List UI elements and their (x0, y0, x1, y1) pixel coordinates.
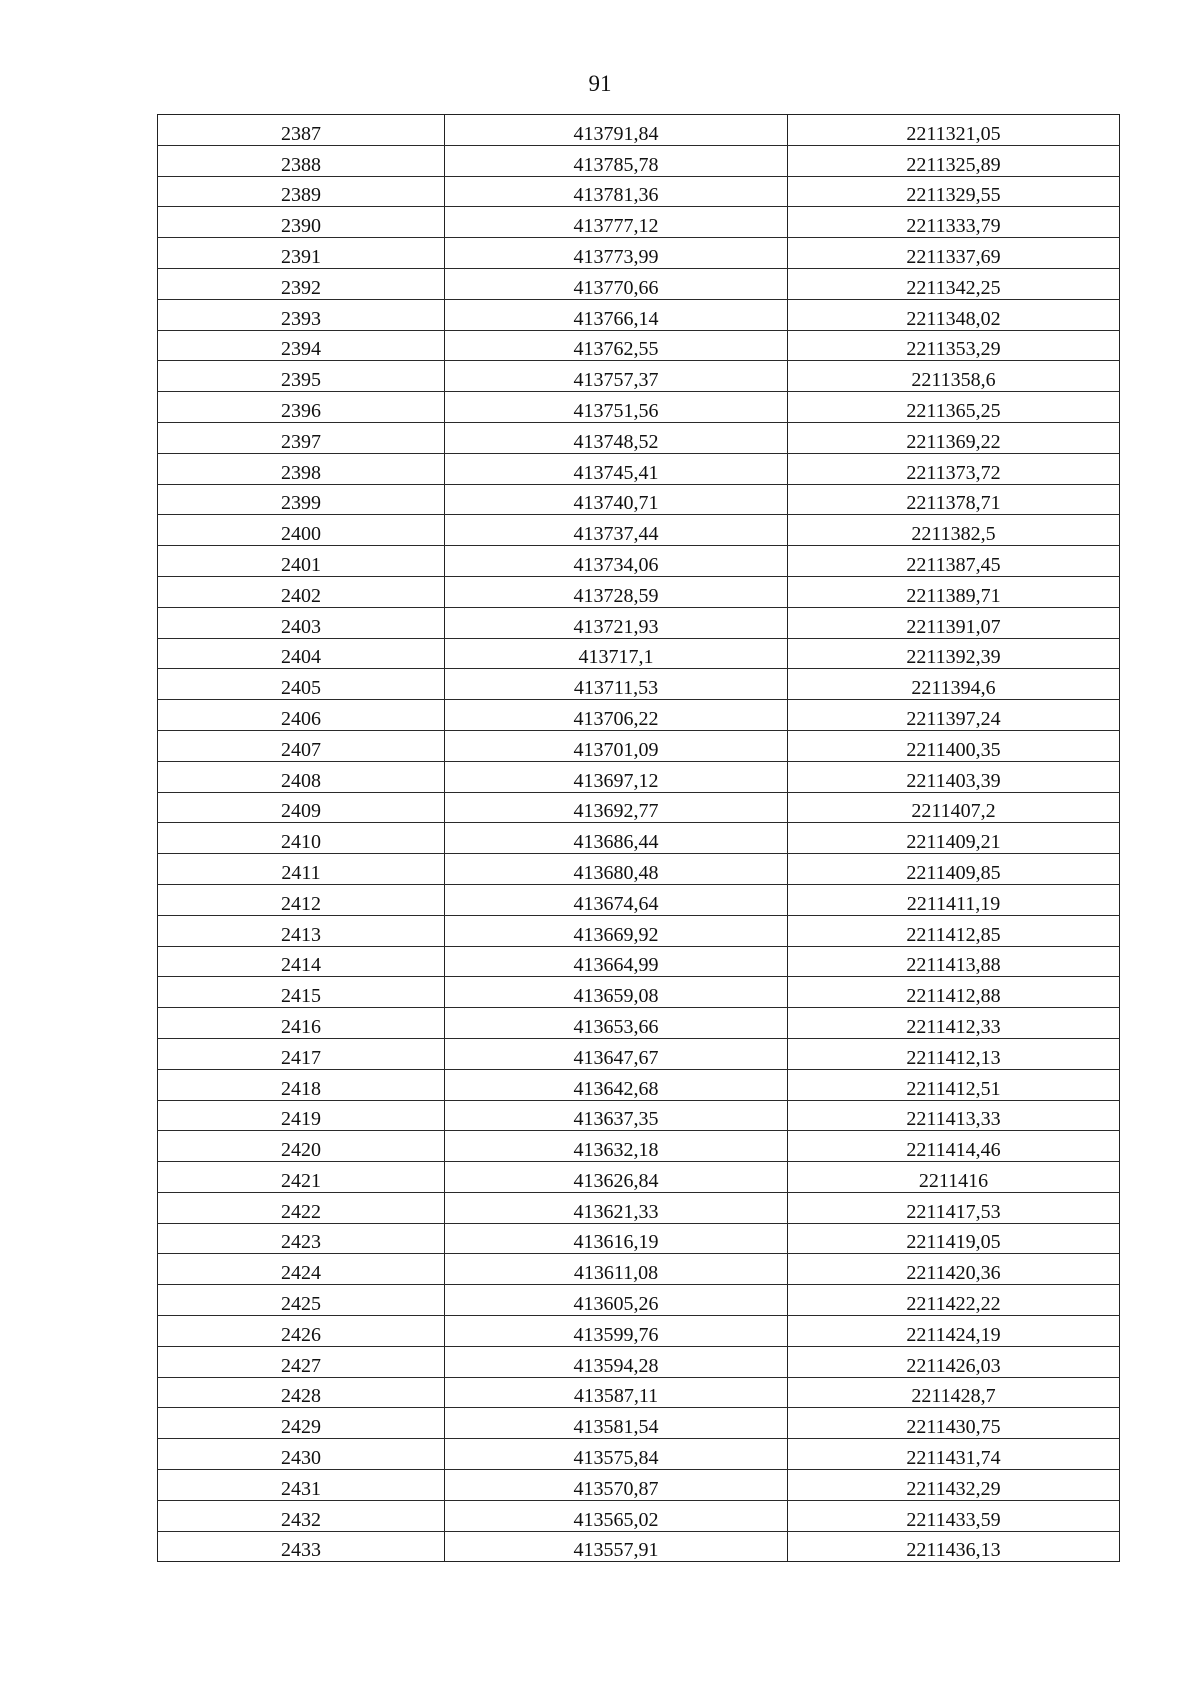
point-number-cell: 2425 (158, 1285, 445, 1316)
y-coordinate-cell: 2211426,03 (788, 1346, 1120, 1377)
x-coordinate-cell: 413616,19 (445, 1223, 788, 1254)
x-coordinate-cell: 413762,55 (445, 330, 788, 361)
point-number-cell: 2429 (158, 1408, 445, 1439)
x-coordinate-cell: 413740,71 (445, 484, 788, 515)
y-coordinate-cell: 2211416 (788, 1162, 1120, 1193)
table-row (158, 1100, 1120, 1131)
point-number-cell: 2404 (158, 638, 445, 669)
x-coordinate-cell: 413653,66 (445, 1008, 788, 1039)
x-coordinate-cell: 413669,92 (445, 915, 788, 946)
y-coordinate-cell: 2211412,51 (788, 1069, 1120, 1100)
point-number-cell: 2392 (158, 268, 445, 299)
point-number-cell: 2398 (158, 453, 445, 484)
y-coordinate-cell: 2211392,39 (788, 638, 1120, 669)
y-coordinate-cell: 2211397,24 (788, 700, 1120, 731)
y-coordinate-cell: 2211353,29 (788, 330, 1120, 361)
x-coordinate-cell: 413626,84 (445, 1162, 788, 1193)
y-coordinate-cell: 2211412,85 (788, 915, 1120, 946)
point-number-cell: 2389 (158, 176, 445, 207)
point-number-cell: 2427 (158, 1346, 445, 1377)
table-row (158, 361, 1120, 392)
x-coordinate-cell: 413791,84 (445, 115, 788, 146)
y-coordinate-cell: 2211369,22 (788, 422, 1120, 453)
x-coordinate-cell: 413717,1 (445, 638, 788, 669)
y-coordinate-cell: 2211436,13 (788, 1531, 1120, 1562)
x-coordinate-cell: 413565,02 (445, 1500, 788, 1531)
table-row (158, 977, 1120, 1008)
table-row (158, 1500, 1120, 1531)
table-row (158, 453, 1120, 484)
y-coordinate-cell: 2211417,53 (788, 1192, 1120, 1223)
point-number-cell: 2417 (158, 1038, 445, 1069)
x-coordinate-cell: 413575,84 (445, 1439, 788, 1470)
x-coordinate-cell: 413777,12 (445, 207, 788, 238)
y-coordinate-cell: 2211412,33 (788, 1008, 1120, 1039)
point-number-cell: 2400 (158, 515, 445, 546)
table-row (158, 1377, 1120, 1408)
y-coordinate-cell: 2211342,25 (788, 268, 1120, 299)
table-row (158, 792, 1120, 823)
point-number-cell: 2390 (158, 207, 445, 238)
point-number-cell: 2399 (158, 484, 445, 515)
x-coordinate-cell: 413632,18 (445, 1131, 788, 1162)
table-row (158, 299, 1120, 330)
y-coordinate-cell: 2211413,33 (788, 1100, 1120, 1131)
point-number-cell: 2397 (158, 422, 445, 453)
table-row (158, 207, 1120, 238)
table-row (158, 515, 1120, 546)
table-row (158, 1162, 1120, 1193)
table-row (158, 546, 1120, 577)
x-coordinate-cell: 413734,06 (445, 546, 788, 577)
x-coordinate-cell: 413611,08 (445, 1254, 788, 1285)
x-coordinate-cell: 413745,41 (445, 453, 788, 484)
point-number-cell: 2394 (158, 330, 445, 361)
point-number-cell: 2391 (158, 238, 445, 269)
x-coordinate-cell: 413674,64 (445, 884, 788, 915)
x-coordinate-cell: 413751,56 (445, 392, 788, 423)
table-row (158, 1192, 1120, 1223)
point-number-cell: 2406 (158, 700, 445, 731)
point-number-cell: 2403 (158, 607, 445, 638)
x-coordinate-cell: 413659,08 (445, 977, 788, 1008)
y-coordinate-cell: 2211337,69 (788, 238, 1120, 269)
y-coordinate-cell: 2211348,02 (788, 299, 1120, 330)
table-row (158, 1008, 1120, 1039)
point-number-cell: 2411 (158, 854, 445, 885)
x-coordinate-cell: 413581,54 (445, 1408, 788, 1439)
page-number: 91 (588, 71, 612, 96)
y-coordinate-cell: 2211430,75 (788, 1408, 1120, 1439)
table-row (158, 1408, 1120, 1439)
point-number-cell: 2395 (158, 361, 445, 392)
x-coordinate-cell: 413711,53 (445, 669, 788, 700)
y-coordinate-cell: 2211409,85 (788, 854, 1120, 885)
point-number-cell: 2418 (158, 1069, 445, 1100)
y-coordinate-cell: 2211419,05 (788, 1223, 1120, 1254)
point-number-cell: 2430 (158, 1439, 445, 1470)
x-coordinate-cell: 413587,11 (445, 1377, 788, 1408)
y-coordinate-cell: 2211382,5 (788, 515, 1120, 546)
x-coordinate-cell: 413605,26 (445, 1285, 788, 1316)
y-coordinate-cell: 2211403,39 (788, 761, 1120, 792)
y-coordinate-cell: 2211412,13 (788, 1038, 1120, 1069)
x-coordinate-cell: 413557,91 (445, 1531, 788, 1562)
coordinates-table-body (158, 115, 1120, 1562)
point-number-cell: 2401 (158, 546, 445, 577)
point-number-cell: 2420 (158, 1131, 445, 1162)
table-row (158, 854, 1120, 885)
x-coordinate-cell: 413737,44 (445, 515, 788, 546)
table-row (158, 422, 1120, 453)
y-coordinate-cell: 2211431,74 (788, 1439, 1120, 1470)
point-number-cell: 2396 (158, 392, 445, 423)
y-coordinate-cell: 2211391,07 (788, 607, 1120, 638)
x-coordinate-cell: 413647,67 (445, 1038, 788, 1069)
table-row (158, 730, 1120, 761)
table-row (158, 1285, 1120, 1316)
table-row (158, 1223, 1120, 1254)
table-row (158, 607, 1120, 638)
x-coordinate-cell: 413773,99 (445, 238, 788, 269)
x-coordinate-cell: 413728,59 (445, 576, 788, 607)
point-number-cell: 2388 (158, 145, 445, 176)
point-number-cell: 2432 (158, 1500, 445, 1531)
x-coordinate-cell: 413686,44 (445, 823, 788, 854)
table-row (158, 1069, 1120, 1100)
table-row (158, 330, 1120, 361)
point-number-cell: 2421 (158, 1162, 445, 1193)
point-number-cell: 2424 (158, 1254, 445, 1285)
point-number-cell: 2422 (158, 1192, 445, 1223)
x-coordinate-cell: 413770,66 (445, 268, 788, 299)
y-coordinate-cell: 2211400,35 (788, 730, 1120, 761)
y-coordinate-cell: 2211373,72 (788, 453, 1120, 484)
x-coordinate-cell: 413701,09 (445, 730, 788, 761)
table-row (158, 268, 1120, 299)
point-number-cell: 2393 (158, 299, 445, 330)
y-coordinate-cell: 2211389,71 (788, 576, 1120, 607)
y-coordinate-cell: 2211365,25 (788, 392, 1120, 423)
y-coordinate-cell: 2211424,19 (788, 1316, 1120, 1347)
y-coordinate-cell: 2211422,22 (788, 1285, 1120, 1316)
table-row (158, 1254, 1120, 1285)
x-coordinate-cell: 413785,78 (445, 145, 788, 176)
table-row (158, 1531, 1120, 1562)
y-coordinate-cell: 2211394,6 (788, 669, 1120, 700)
point-number-cell: 2407 (158, 730, 445, 761)
y-coordinate-cell: 2211414,46 (788, 1131, 1120, 1162)
y-coordinate-cell: 2211420,36 (788, 1254, 1120, 1285)
y-coordinate-cell: 2211433,59 (788, 1500, 1120, 1531)
point-number-cell: 2416 (158, 1008, 445, 1039)
table-row (158, 1131, 1120, 1162)
point-number-cell: 2428 (158, 1377, 445, 1408)
y-coordinate-cell: 2211333,79 (788, 207, 1120, 238)
table-row (158, 238, 1120, 269)
table-row (158, 176, 1120, 207)
table-row (158, 761, 1120, 792)
y-coordinate-cell: 2211321,05 (788, 115, 1120, 146)
x-coordinate-cell: 413621,33 (445, 1192, 788, 1223)
point-number-cell: 2423 (158, 1223, 445, 1254)
point-number-cell: 2387 (158, 115, 445, 146)
table-row (158, 1346, 1120, 1377)
point-number-cell: 2405 (158, 669, 445, 700)
point-number-cell: 2419 (158, 1100, 445, 1131)
table-row (158, 576, 1120, 607)
x-coordinate-cell: 413697,12 (445, 761, 788, 792)
table-row (158, 1439, 1120, 1470)
y-coordinate-cell: 2211413,88 (788, 946, 1120, 977)
table-row (158, 1316, 1120, 1347)
point-number-cell: 2413 (158, 915, 445, 946)
table-row (158, 946, 1120, 977)
x-coordinate-cell: 413637,35 (445, 1100, 788, 1131)
y-coordinate-cell: 2211407,2 (788, 792, 1120, 823)
table-row (158, 145, 1120, 176)
point-number-cell: 2433 (158, 1531, 445, 1562)
x-coordinate-cell: 413594,28 (445, 1346, 788, 1377)
table-row (158, 392, 1120, 423)
point-number-cell: 2410 (158, 823, 445, 854)
point-number-cell: 2431 (158, 1470, 445, 1501)
table-row (158, 915, 1120, 946)
x-coordinate-cell: 413781,36 (445, 176, 788, 207)
y-coordinate-cell: 2211378,71 (788, 484, 1120, 515)
x-coordinate-cell: 413757,37 (445, 361, 788, 392)
x-coordinate-cell: 413692,77 (445, 792, 788, 823)
table-row (158, 638, 1120, 669)
point-number-cell: 2412 (158, 884, 445, 915)
point-number-cell: 2408 (158, 761, 445, 792)
point-number-cell: 2414 (158, 946, 445, 977)
x-coordinate-cell: 413721,93 (445, 607, 788, 638)
x-coordinate-cell: 413664,99 (445, 946, 788, 977)
point-number-cell: 2426 (158, 1316, 445, 1347)
table-row (158, 700, 1120, 731)
table-row (158, 823, 1120, 854)
y-coordinate-cell: 2211329,55 (788, 176, 1120, 207)
point-number-cell: 2415 (158, 977, 445, 1008)
coordinates-table (157, 114, 1120, 1562)
x-coordinate-cell: 413766,14 (445, 299, 788, 330)
table-row (158, 484, 1120, 515)
table-row (158, 1470, 1120, 1501)
y-coordinate-cell: 2211412,88 (788, 977, 1120, 1008)
y-coordinate-cell: 2211409,21 (788, 823, 1120, 854)
y-coordinate-cell: 2211428,7 (788, 1377, 1120, 1408)
table-row (158, 669, 1120, 700)
point-number-cell: 2402 (158, 576, 445, 607)
x-coordinate-cell: 413642,68 (445, 1069, 788, 1100)
y-coordinate-cell: 2211325,89 (788, 145, 1120, 176)
x-coordinate-cell: 413680,48 (445, 854, 788, 885)
table-row (158, 1038, 1120, 1069)
x-coordinate-cell: 413599,76 (445, 1316, 788, 1347)
point-number-cell: 2409 (158, 792, 445, 823)
x-coordinate-cell: 413748,52 (445, 422, 788, 453)
y-coordinate-cell: 2211387,45 (788, 546, 1120, 577)
x-coordinate-cell: 413706,22 (445, 700, 788, 731)
y-coordinate-cell: 2211432,29 (788, 1470, 1120, 1501)
y-coordinate-cell: 2211358,6 (788, 361, 1120, 392)
x-coordinate-cell: 413570,87 (445, 1470, 788, 1501)
table-row (158, 884, 1120, 915)
y-coordinate-cell: 2211411,19 (788, 884, 1120, 915)
table-row (158, 115, 1120, 146)
